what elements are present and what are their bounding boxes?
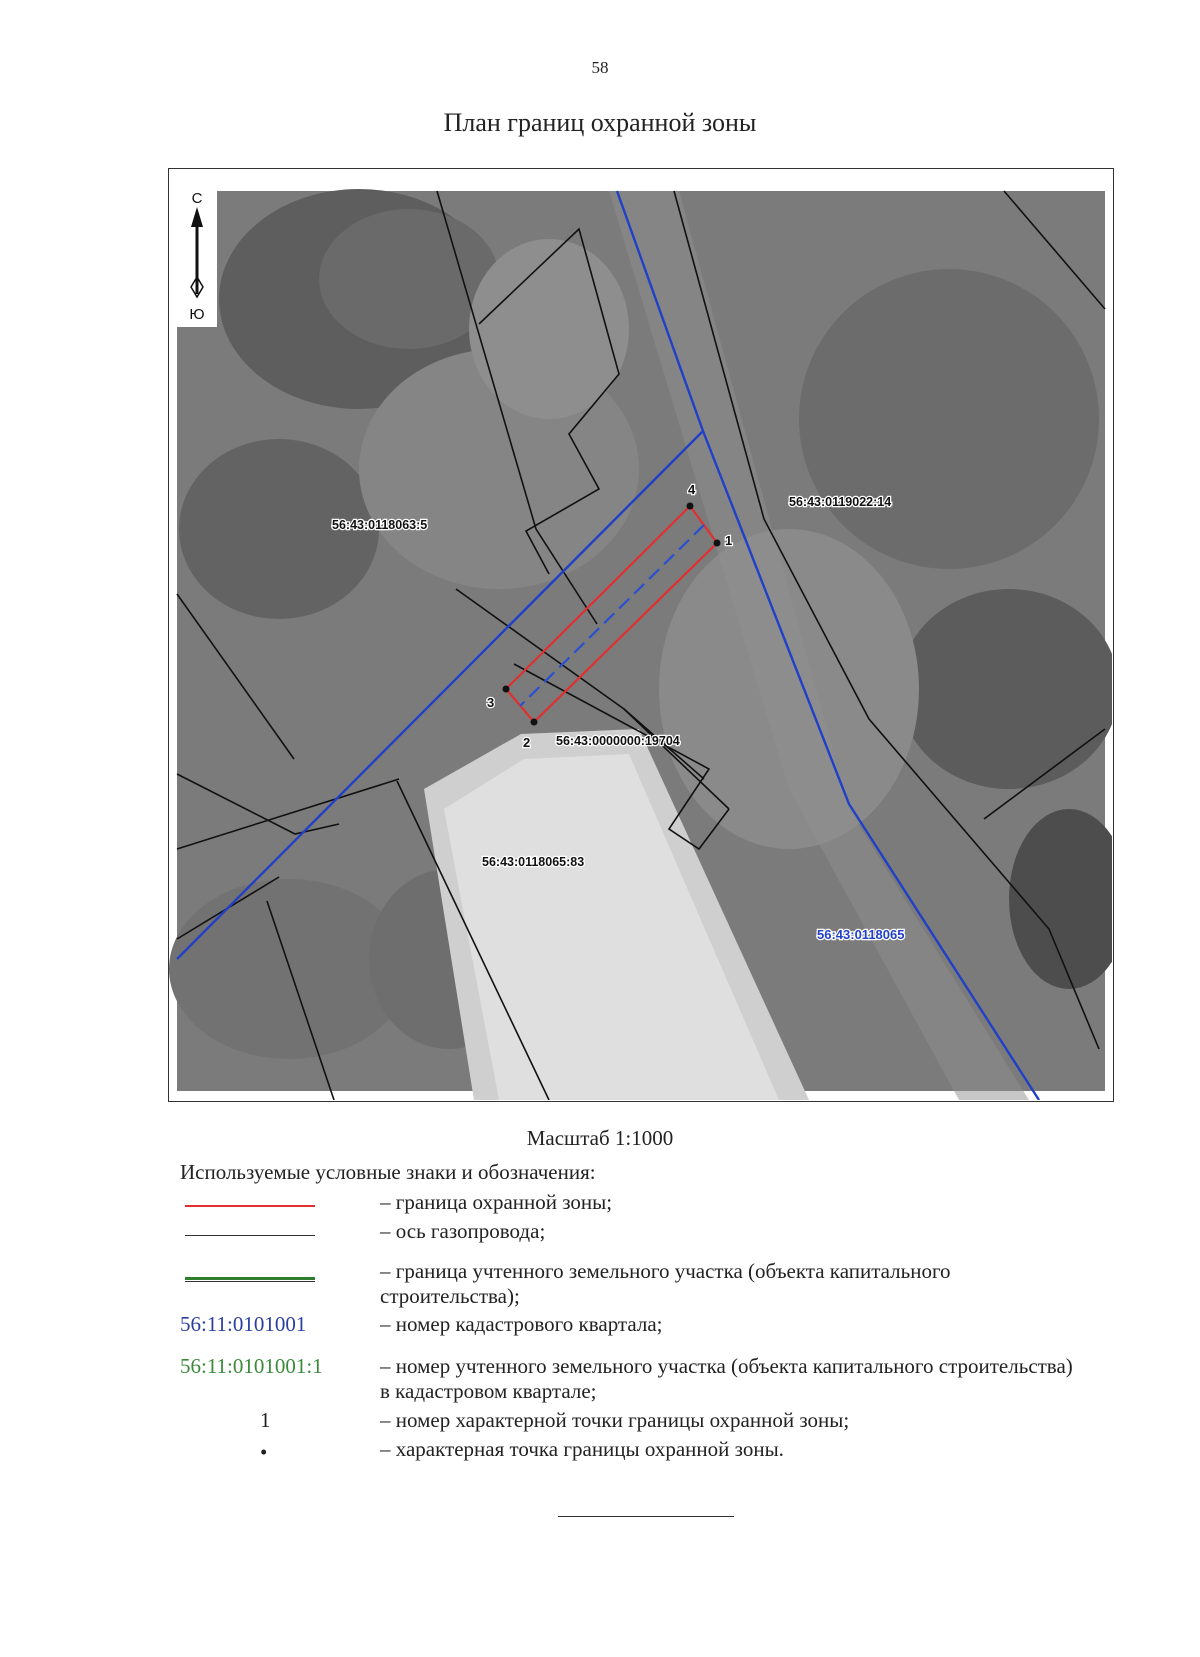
point-label-3: 3 xyxy=(487,695,495,710)
point-1 xyxy=(714,540,721,547)
legend-parcel-sample: 56:11:0101001:1 xyxy=(180,1354,323,1378)
legend-item-parcel-number xyxy=(180,1354,1080,1404)
legend-text: – граница охранной зоны; xyxy=(380,1190,613,1214)
legend-text: – граница учтенного земельного участка (объекта капитального строительства); xyxy=(380,1259,951,1308)
page-title: План границ охранной зоны xyxy=(443,108,757,137)
legend-item-point xyxy=(180,1437,1080,1465)
legend-item-parcel-boundary xyxy=(180,1259,1080,1309)
scale-text: Масштаб 1:1000 xyxy=(526,1126,674,1150)
point-3 xyxy=(503,686,510,693)
parcel-label-0118063-5: 56:43:0118063:5 xyxy=(332,518,428,532)
legend-item-pipeline-axis xyxy=(180,1219,1080,1247)
legend-text: – номер учтенного земельного участка (объекта капитального строительства) в кадастровом квартале; xyxy=(380,1354,1073,1403)
south-label: Ю xyxy=(189,306,205,323)
legend-red-line xyxy=(185,1205,315,1207)
legend-green-line xyxy=(185,1277,315,1282)
point-2 xyxy=(531,719,538,726)
legend-point-number-sample: 1 xyxy=(260,1408,271,1432)
page-number: 58 xyxy=(591,58,609,77)
legend-text: – номер кадастрового квартала; xyxy=(380,1312,663,1336)
north-arrow-icon xyxy=(177,187,217,327)
north-label: С xyxy=(191,190,203,207)
legend-item-point-number xyxy=(180,1408,1080,1436)
legend-text: – номер характерной точки границы охранной зоны; xyxy=(380,1408,850,1432)
footer-rule xyxy=(558,1516,734,1517)
legend-title: Используемые условные знаки и обозначения: xyxy=(180,1160,596,1184)
quarter-label: 56:43:0118065 xyxy=(817,927,905,942)
legend-quarter-sample: 56:11:0101001 xyxy=(180,1312,307,1336)
map-top-margin xyxy=(169,169,1112,191)
parcel-label-0119022-14: 56:43:0119022:14 xyxy=(789,495,892,509)
parcel-label-0000000-19704: 56:43:0000000:19704 xyxy=(556,734,680,748)
map-frame xyxy=(168,168,1114,1102)
legend-text: – характерная точка границы охранной зоны. xyxy=(380,1437,784,1461)
legend-dark-line xyxy=(185,1235,315,1236)
legend-text: – ось газопровода; xyxy=(380,1219,546,1243)
legend-item-quarter-number xyxy=(180,1312,1080,1340)
legend-point-sample: • xyxy=(260,1440,268,1464)
point-label-4: 4 xyxy=(688,482,696,497)
legend-item-zone-boundary xyxy=(180,1190,1080,1218)
cadastral-map xyxy=(169,169,1112,1100)
point-label-1: 1 xyxy=(725,533,733,548)
point-4 xyxy=(687,503,694,510)
point-label-2: 2 xyxy=(523,735,531,750)
parcel-label-0118065-83: 56:43:0118065:83 xyxy=(482,855,585,869)
